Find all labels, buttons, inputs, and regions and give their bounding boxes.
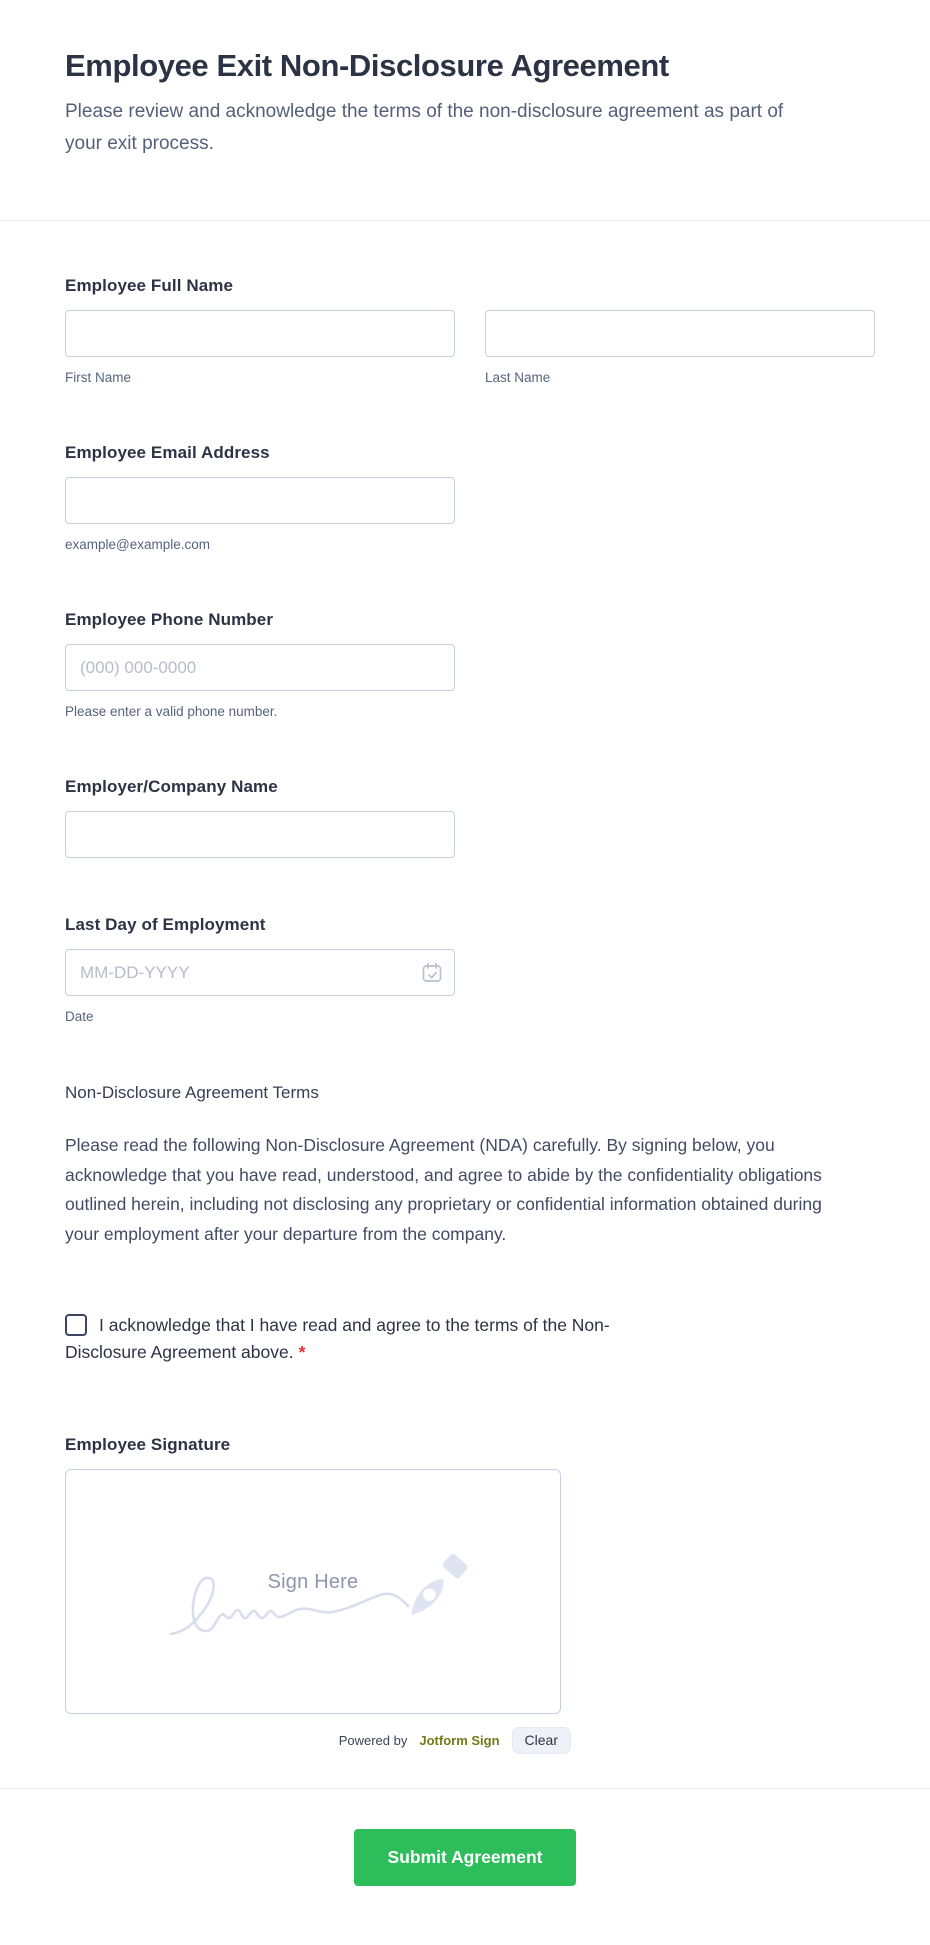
date-input[interactable] xyxy=(65,949,455,996)
full-name-label: Employee Full Name xyxy=(65,276,234,295)
field-email xyxy=(65,442,875,553)
date-sublabel: Date xyxy=(65,1009,94,1024)
email-label: Employee Email Address xyxy=(65,443,270,462)
page-title: Employee Exit Non-Disclosure Agreement xyxy=(65,48,669,83)
acknowledge-label: I acknowledge that I have read and agree to the terms of the Non-Disclosure Agreement above. xyxy=(65,1315,610,1362)
required-asterisk: * xyxy=(298,1342,306,1362)
field-last-day xyxy=(65,914,875,1025)
acknowledge-block xyxy=(65,1312,875,1366)
field-company xyxy=(65,776,875,858)
powered-by-text: Powered by xyxy=(338,1733,408,1748)
company-input[interactable] xyxy=(65,811,455,858)
date-input-wrap xyxy=(65,949,455,996)
last-name-sublabel: Last Name xyxy=(485,370,551,385)
last-name-input[interactable] xyxy=(485,310,875,357)
phone-sublabel: Please enter a valid phone number. xyxy=(65,704,278,719)
email-input[interactable] xyxy=(65,477,455,524)
signature-block xyxy=(65,1434,875,1788)
signature-footer xyxy=(65,1727,571,1754)
first-name-col xyxy=(65,310,455,386)
form-footer xyxy=(0,1789,930,1937)
clear-signature-button[interactable]: Clear xyxy=(512,1727,571,1754)
page-subtitle: Please review and acknowledge the terms of the non-disclosure agreement as part of your exit process. xyxy=(65,101,784,154)
acknowledge-checkbox[interactable] xyxy=(65,1314,87,1336)
sign-here-hint: Sign Here xyxy=(267,1571,359,1593)
field-phone xyxy=(65,609,875,720)
calendar-check-icon xyxy=(420,973,444,988)
phone-input[interactable] xyxy=(65,644,455,691)
terms-block xyxy=(65,1081,875,1249)
last-day-label: Last Day of Employment xyxy=(65,915,266,934)
first-name-input[interactable] xyxy=(65,310,455,357)
acknowledge-row xyxy=(65,1312,643,1366)
signature-label: Employee Signature xyxy=(65,1435,231,1454)
phone-label: Employee Phone Number xyxy=(65,610,274,629)
calendar-picker-button[interactable] xyxy=(420,961,444,985)
first-name-sublabel: First Name xyxy=(65,370,132,385)
jotform-sign-brand: Jotform Sign xyxy=(419,1733,500,1748)
signature-pad[interactable] xyxy=(65,1469,561,1714)
submit-agreement-button[interactable]: Submit Agreement xyxy=(354,1829,577,1886)
pen-nib-icon xyxy=(403,1552,469,1622)
company-label: Employer/Company Name xyxy=(65,777,278,796)
full-name-row xyxy=(65,310,875,386)
form-body xyxy=(0,221,930,1788)
email-sublabel: example@example.com xyxy=(65,537,211,552)
form-header xyxy=(0,0,930,220)
terms-paragraph: Please read the following Non-Disclosure Agreement (NDA) carefully. By signing below, you acknowledge that you have read, understood, and agree to abide by the confidentiality obligations outlined herein, including not disclosing any proprietary or confidential information obtained during your employment after your departure from the company. xyxy=(65,1135,822,1244)
signature-placeholder-art xyxy=(66,1470,561,1714)
terms-heading: Non-Disclosure Agreement Terms xyxy=(65,1083,319,1102)
field-full-name xyxy=(65,275,875,386)
last-name-col xyxy=(485,310,875,386)
